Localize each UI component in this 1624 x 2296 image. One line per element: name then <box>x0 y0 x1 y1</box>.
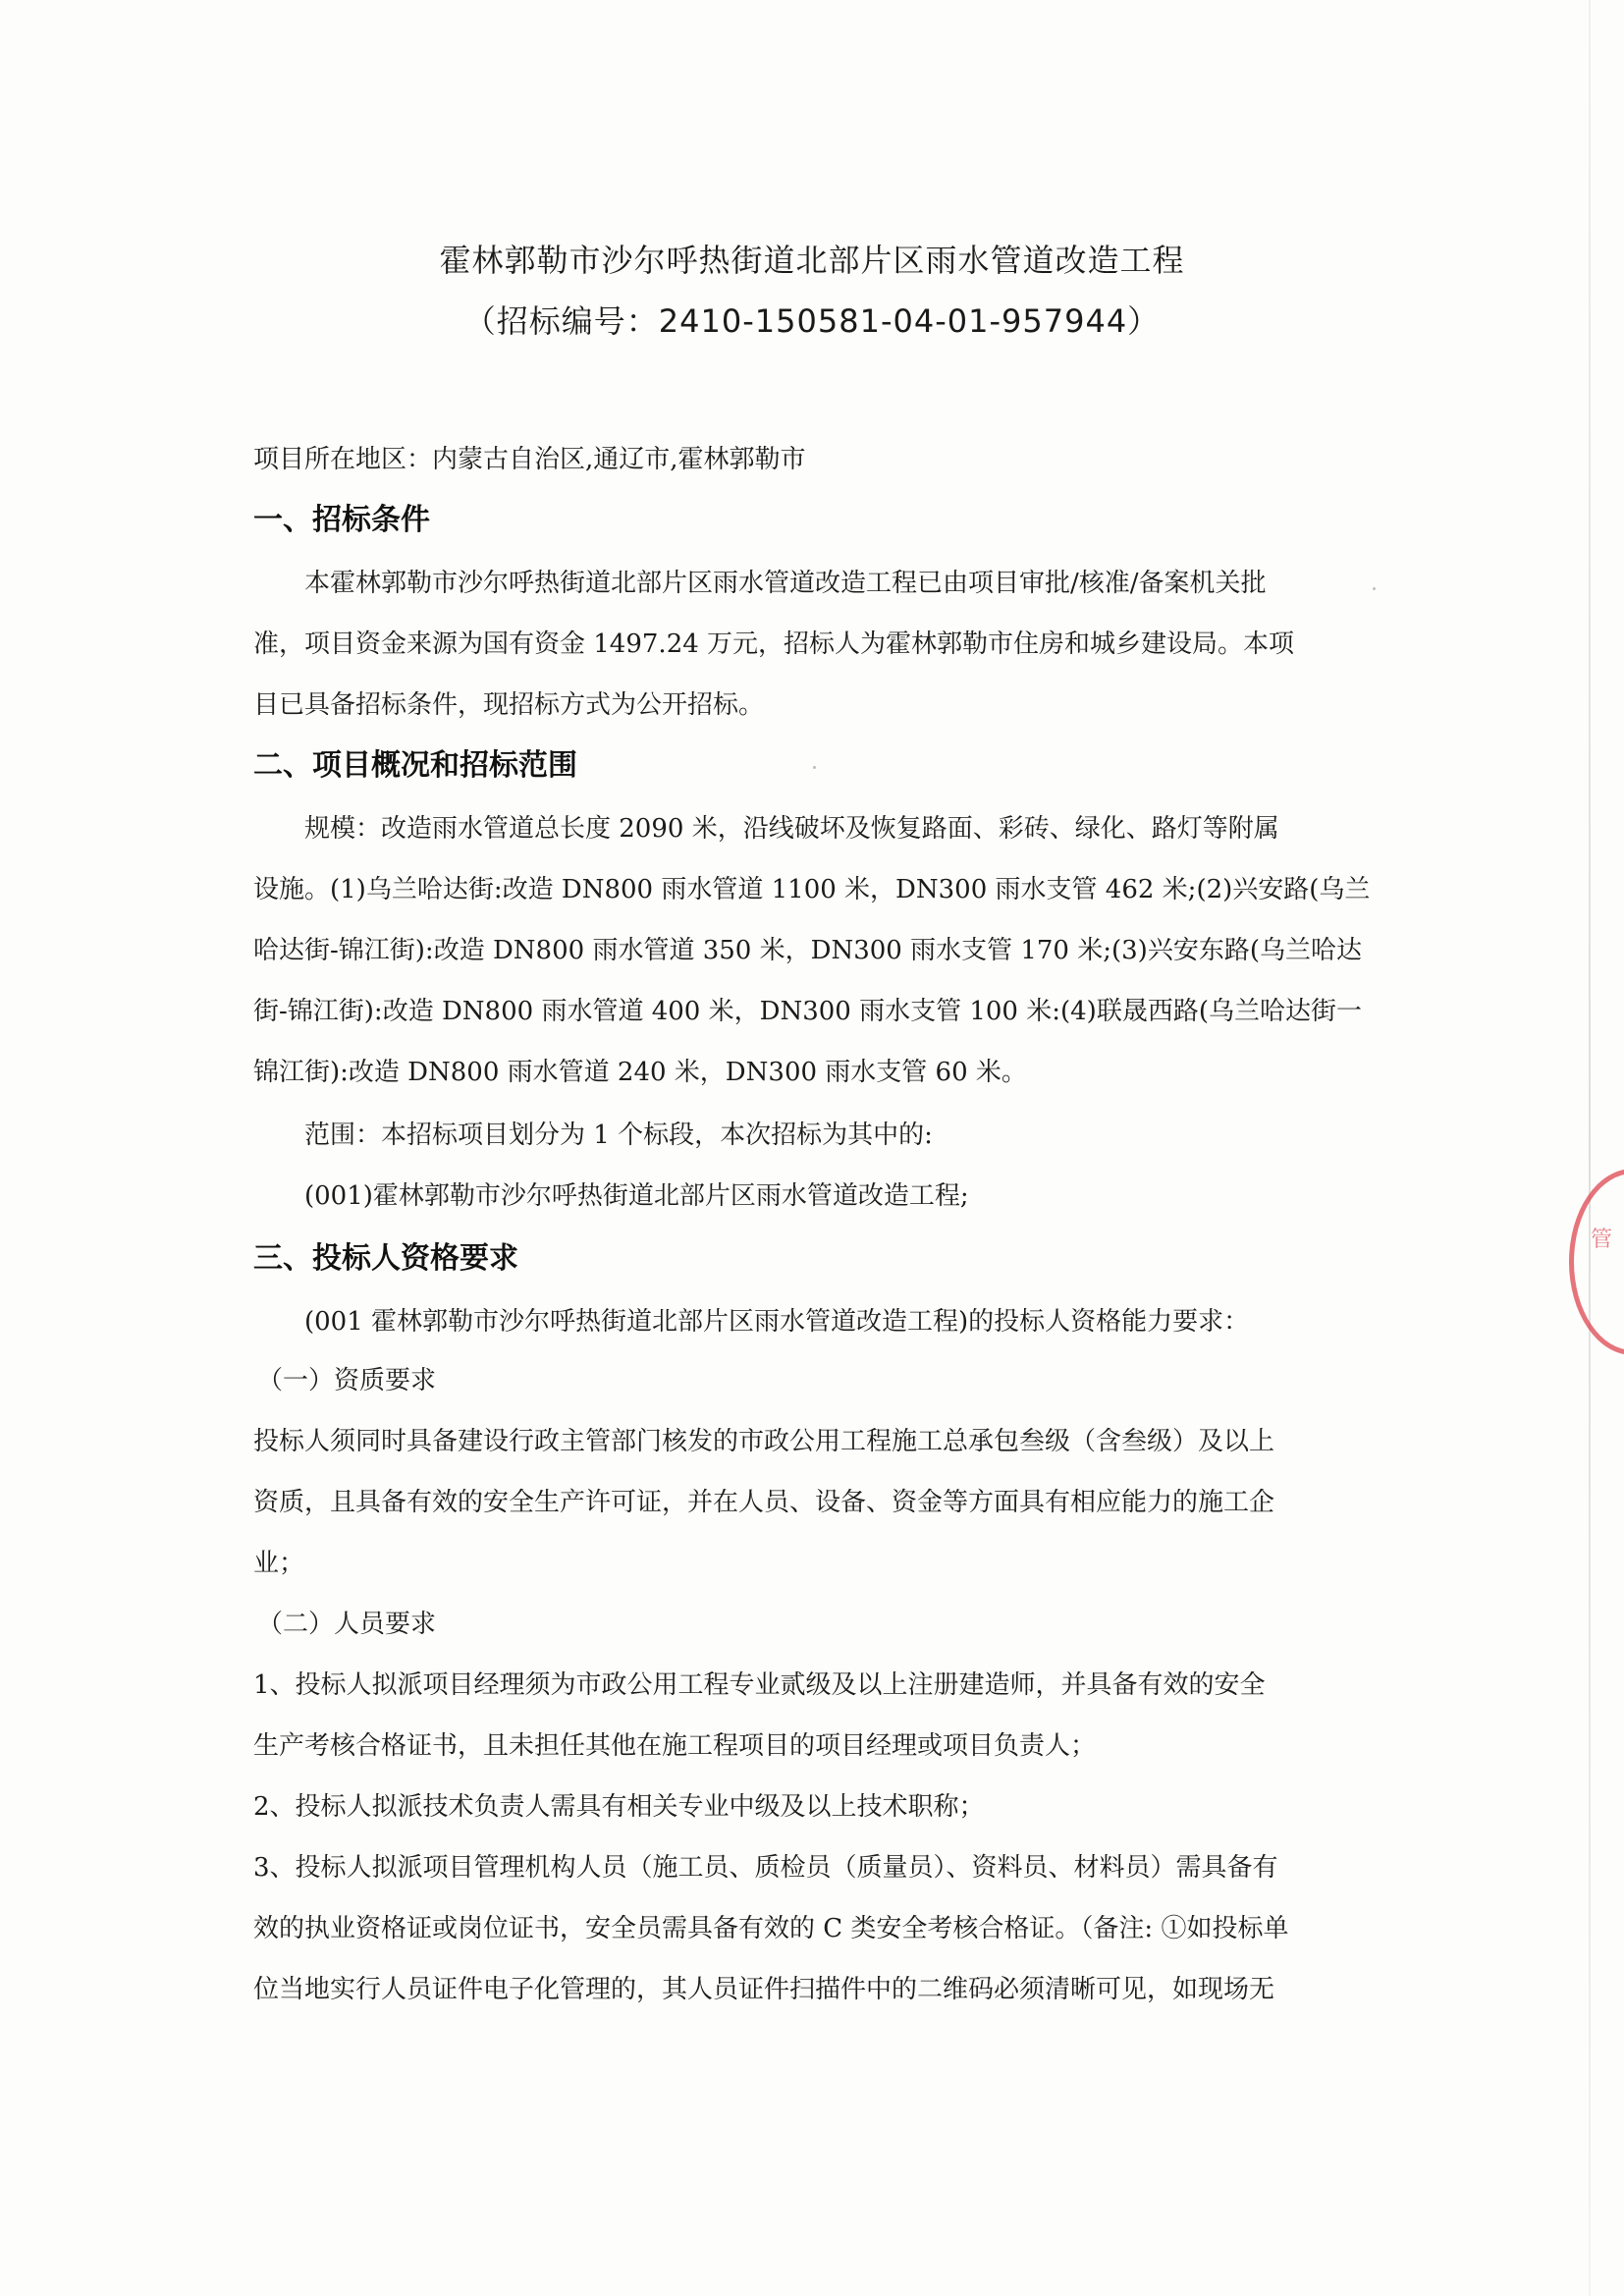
paragraph-line: (001 霍林郭勒市沙尔呼热街道北部片区雨水管道改造工程)的投标人资格能力要求： <box>304 1307 1250 1337</box>
paragraph-line: 锦江街):改造 DN800 雨水管道 240 米，DN300 雨水支管 60 米。 <box>253 1058 1027 1087</box>
paragraph-line: 资质，且具备有效的安全生产许可证，并在人员、设备、资金等方面具有相应能力的施工企 <box>253 1488 1275 1517</box>
official-seal-text: 管 <box>1591 1228 1613 1252</box>
section-heading-tender-conditions: 一、招标条件 <box>253 503 430 537</box>
scan-edge-shadow <box>1589 0 1591 2296</box>
scan-speck <box>813 766 816 769</box>
paragraph-line: 投标人须同时具备建设行政主管部门核发的市政公用工程施工总承包叁级（含叁级）及以上 <box>253 1427 1275 1456</box>
section-heading-project-overview: 二、项目概况和招标范围 <box>253 748 577 783</box>
paragraph-line: 位当地实行人员证件电子化管理的，其人员证件扫描件中的二维码必须清晰可见，如现场无 <box>253 1975 1275 2004</box>
scan-speck <box>1373 587 1376 590</box>
paragraph-line: 准，项目资金来源为国有资金 1497.24 万元，招标人为霍林郭勒市住房和城乡建设局。本项 <box>253 629 1295 659</box>
paragraph-line: 2、投标人拟派技术负责人需具有相关专业中级及以上技术职称； <box>253 1792 985 1822</box>
paragraph-line: 范围：本招标项目划分为 1 个标段，本次招标为其中的: <box>304 1121 933 1150</box>
paragraph-line: 规模：改造雨水管道总长度 2090 米，沿线破坏及恢复路面、彩砖、绿化、路灯等附属 <box>304 814 1279 844</box>
section-heading-bidder-qualifications: 三、投标人资格要求 <box>253 1241 518 1276</box>
paragraph-line: 目已具备招标条件，现招标方式为公开招标。 <box>253 690 765 720</box>
paragraph-line: 街-锦江街):改造 DN800 雨水管道 400 米，DN300 雨水支管 100 米:(4)联晟西路(乌兰哈达街一 <box>253 997 1362 1026</box>
paragraph-line: 本霍林郭勒市沙尔呼热街道北部片区雨水管道改造工程已由项目审批/核准/备案机关批 <box>304 569 1267 598</box>
paragraph-line: 3、投标人拟派项目管理机构人员（施工员、质检员（质量员）、资料员、材料员）需具备有 <box>253 1853 1278 1883</box>
paragraph-line: 1、投标人拟派项目经理须为市政公用工程专业贰级及以上注册建造师，并具备有效的安全 <box>253 1670 1266 1700</box>
paragraph-line: (001)霍林郭勒市沙尔呼热街道北部片区雨水管道改造工程; <box>304 1181 969 1211</box>
subheading-personnel: （二）人员要求 <box>257 1610 437 1639</box>
subheading-qualification: （一）资质要求 <box>257 1366 437 1395</box>
paragraph-line: 业； <box>253 1549 305 1578</box>
paragraph-line: 哈达街-锦江街):改造 DN800 雨水管道 350 米，DN300 雨水支管 170 米;(3)兴安东路(乌兰哈达 <box>253 936 1362 965</box>
paragraph-line: 设施。(1)乌兰哈达街:改造 DN800 雨水管道 1100 米，DN300 雨水支管 462 米;(2)兴安路(乌兰 <box>253 875 1371 904</box>
paragraph-line: 生产考核合格证书，且未担任其他在施工程项目的项目经理或项目负责人； <box>253 1731 1097 1761</box>
document-title: 霍林郭勒市沙尔呼热街道北部片区雨水管道改造工程 <box>439 242 1185 279</box>
paragraph-line: 效的执业资格证或岗位证书，安全员需具备有效的 C 类安全考核合格证。（备注: ①如投标单 <box>253 1914 1289 1943</box>
tender-number: （招标编号：2410-150581-04-01-957944） <box>463 302 1161 340</box>
project-location: 项目所在地区：内蒙古自治区,通辽市,霍林郭勒市 <box>253 445 806 474</box>
